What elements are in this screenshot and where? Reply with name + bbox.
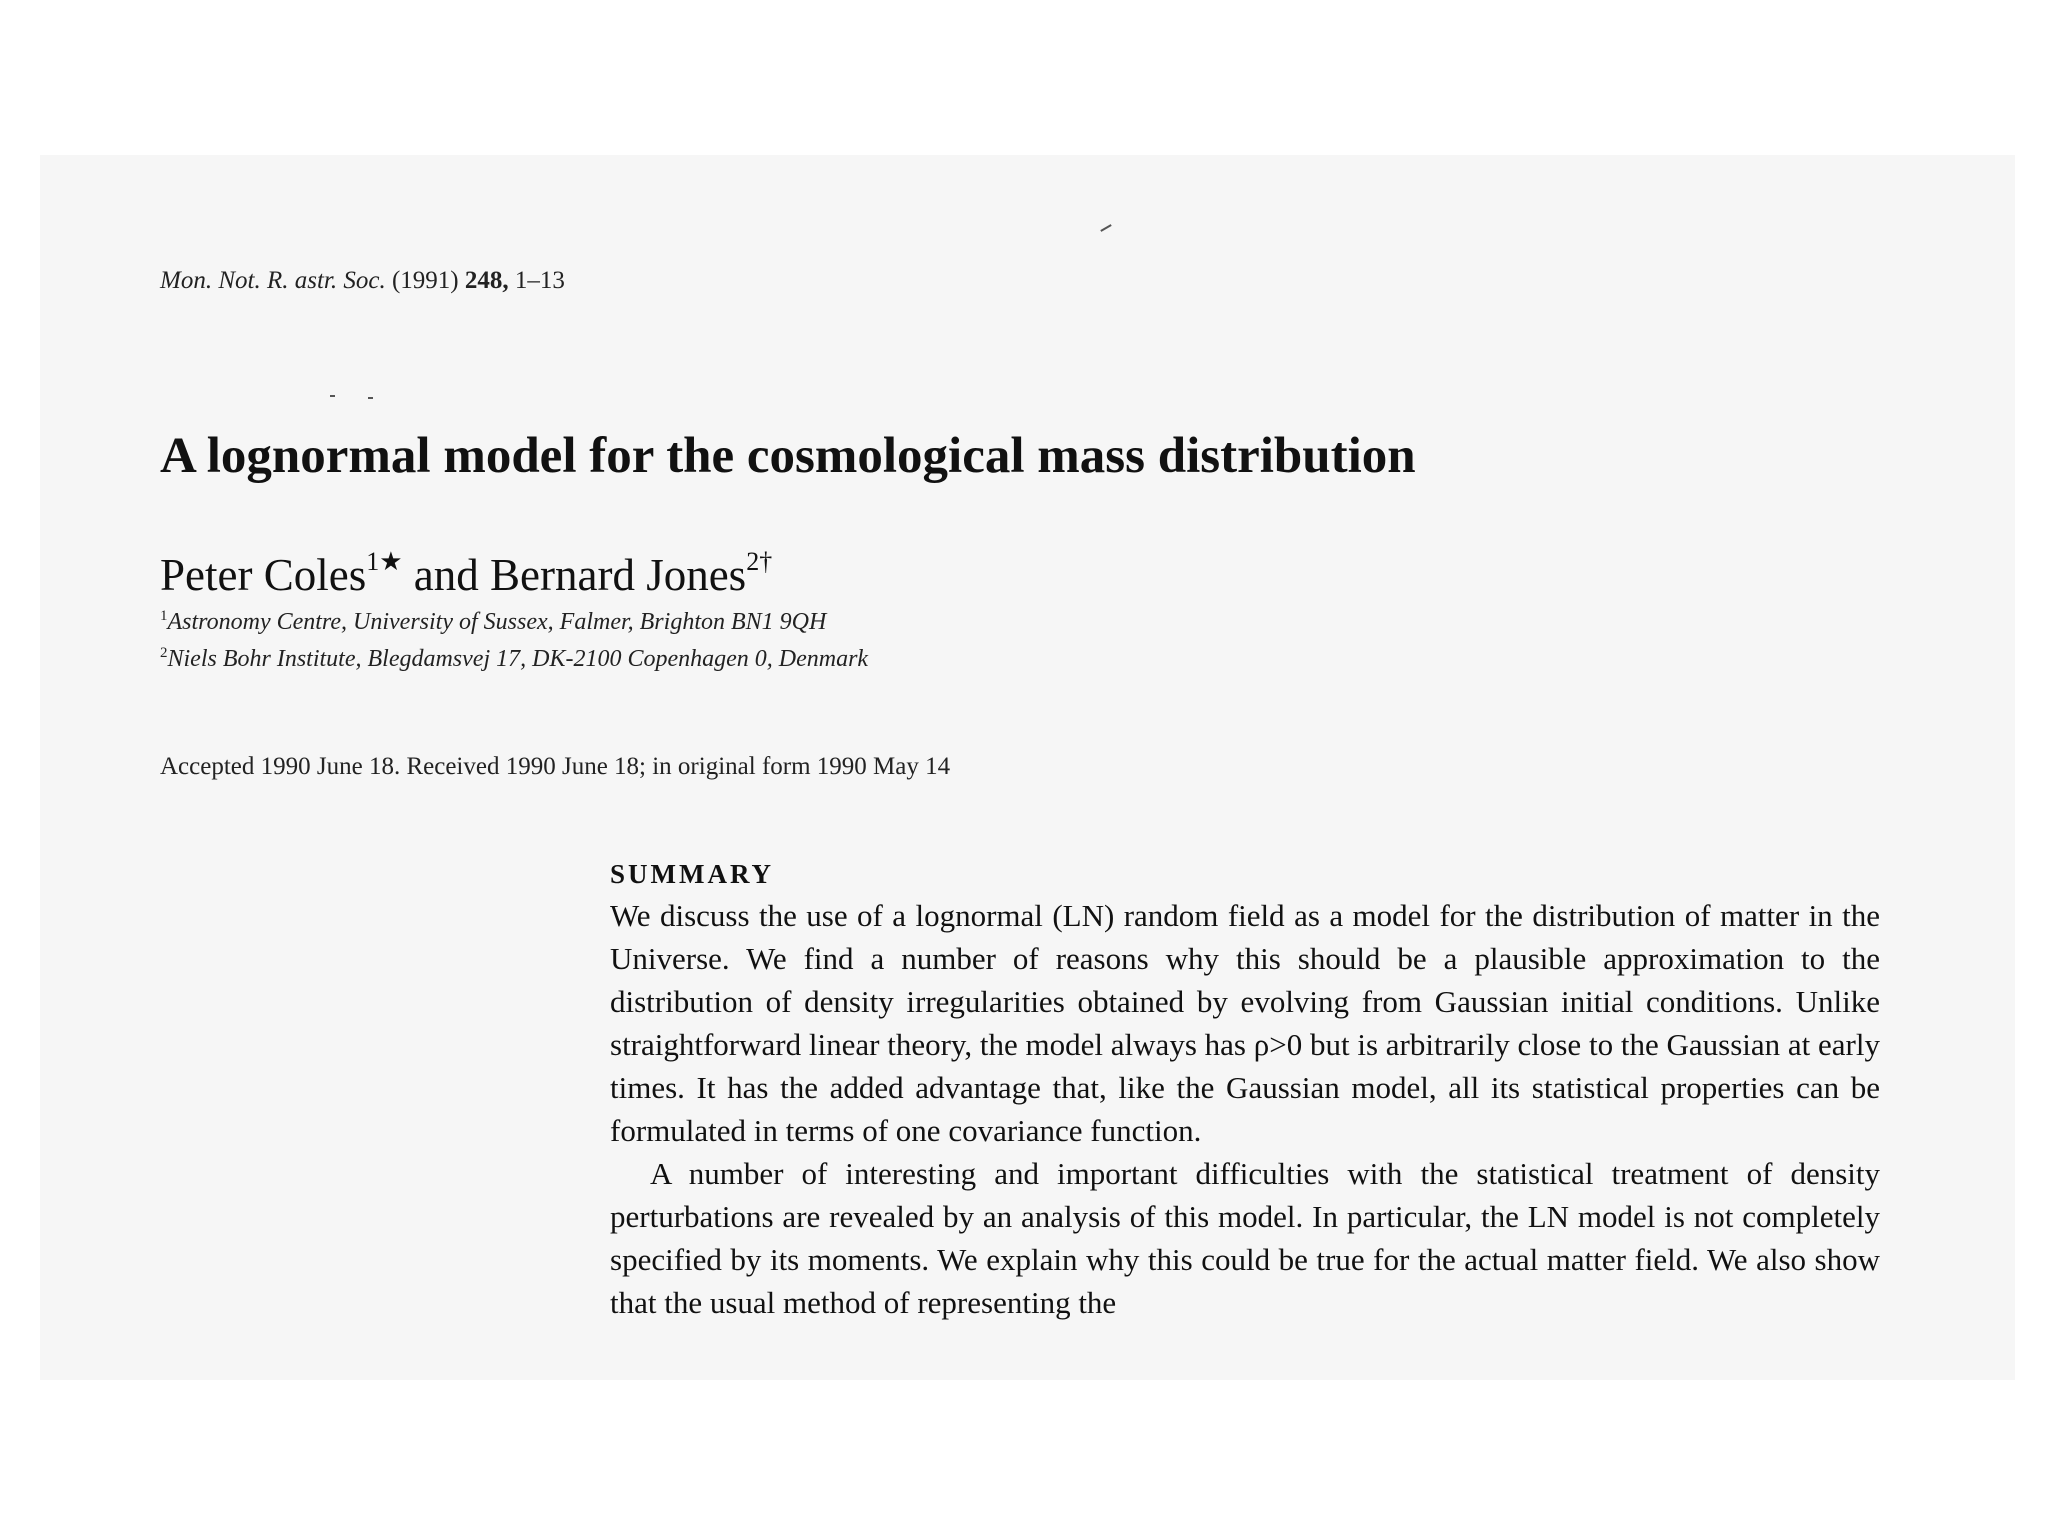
affiliation-1-mark: 1	[160, 608, 168, 624]
journal-year: (1991)	[391, 267, 459, 294]
author-connector: and	[402, 550, 491, 600]
affiliation-2	[160, 645, 868, 673]
scan-speck	[1100, 224, 1111, 232]
affiliation-2-text: Niels Bohr Institute, Blegdamsvej 17, DK-2100 Copenhagen 0, Denmark	[167, 646, 869, 672]
journal-volume: 248,	[464, 267, 509, 294]
summary-heading: SUMMARY	[610, 859, 775, 889]
author-2: Bernard Jones	[490, 550, 747, 600]
affiliation-1	[160, 608, 826, 636]
author-line	[160, 547, 773, 601]
summary-section	[610, 858, 1880, 1324]
scan-speck	[330, 395, 335, 397]
summary-paragraph: A number of interesting and important difficulties with the statistical treatment of density perturbations are revealed by an analysis of this model. In particular, the LN model is not completely specified by its moments. We explain why this could be true for the actual matter field. We also show that the usual method of representing the	[610, 1156, 1880, 1321]
journal-name: Mon. Not. R. astr. Soc.	[160, 267, 386, 294]
author-2-mark: 2†	[746, 547, 773, 576]
author-1: Peter Coles	[160, 550, 367, 600]
journal-pages: 1–13	[514, 267, 565, 294]
paper-title: A lognormal model for the cosmological mass distribution	[160, 428, 1416, 484]
journal-reference	[160, 267, 565, 295]
affiliation-1-text: Astronomy Centre, University of Sussex, Falmer, Brighton BN1 9QH	[167, 609, 827, 635]
affiliation-2-mark: 2	[160, 645, 168, 661]
summary-paragraph: We discuss the use of a lognormal (LN) random field as a model for the distribution of matter in the Universe. We find a number of reasons why this should be a plausible approximation to the distribution of density irregularities obtained by evolving from Gaussian initial conditions. Unlike straightforward linear theory, the model always has ρ>0 but is arbitrarily close to the Gaussian at early times. It has the added advantage that, like the Gaussian model, all its statistical properties can be formulated in terms of one covariance function.	[610, 898, 1880, 1149]
scanned-page	[40, 155, 2015, 1380]
publication-dates: Accepted 1990 June 18. Received 1990 June 18; in original form 1990 May 14	[160, 753, 951, 780]
author-1-mark: 1★	[366, 547, 403, 576]
scan-speck	[368, 397, 373, 399]
